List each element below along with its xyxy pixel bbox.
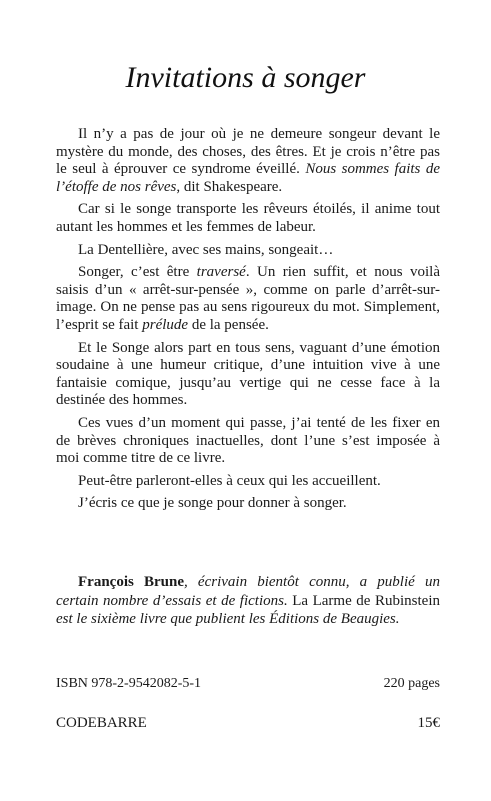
summary-paragraph — [56, 473, 440, 491]
price-row — [56, 715, 440, 732]
paragraph-text: J’écris ce que je songe pour donner à songer. — [78, 495, 347, 512]
isbn: ISBN 978-2-9542082-5-1 — [56, 676, 202, 691]
page-count: 220 pages — [383, 676, 440, 691]
author-bio-text-1: , écrivain bientôt connu, a publié un certain nombre d’essais et de fictions. — [56, 574, 440, 609]
summary-paragraph — [56, 264, 440, 334]
isbn-row — [56, 676, 440, 692]
page-title: Invitations à songer — [125, 61, 366, 94]
paragraph-text: Songer, c’est être — [78, 264, 197, 281]
summary-text — [56, 126, 440, 513]
italic-text: traversé — [196, 264, 246, 281]
author-bio — [56, 573, 440, 629]
book-title: La Larme de Rubinstein — [287, 592, 440, 609]
italic-text: prélude — [142, 316, 189, 333]
author-bio-text-2: est le sixième livre que publient les Éditions de Beaugies. — [56, 611, 400, 628]
summary-paragraph — [56, 242, 440, 260]
paragraph-text: Ces vues d’un moment qui passe, j’ai tenté de les fixer en de brèves chroniques inactuelles, dont l’une s’est imposée à moi comme titre de ce livre. — [56, 414, 440, 467]
summary-paragraph — [56, 201, 440, 236]
paragraph-text: Et le Songe alors part en tous sens, vaguant d’une émotion soudaine à une humeur critique, d’une intuition vive à une fantaisie comique, jusqu’au vertige qui ne cesse face à la destinée des hommes. — [56, 339, 440, 409]
paragraph-text: , dit Shakespeare. — [176, 178, 283, 195]
price: 15€ — [417, 715, 440, 731]
barcode-placeholder: CODEBARRE — [56, 715, 147, 731]
italic-text: Nous sommes faits de l’étoffe de nos rêves — [56, 161, 440, 195]
paragraph-text: Peut-être parleront-elles à ceux qui les accueillent. — [78, 472, 381, 489]
summary-paragraph — [56, 415, 440, 468]
summary-paragraph — [56, 495, 440, 513]
author-name: François Brune — [78, 574, 184, 590]
paragraph-text: Il n’y a pas de jour où je ne demeure songeur devant le mystère du monde, des choses, des êtres. Et je crois n’être pas le seul à éprouver ce syndrome éveillé. — [56, 126, 440, 178]
summary-paragraph — [56, 126, 440, 196]
paragraph-text: La Dentellière, avec ses mains, songeait… — [78, 241, 334, 258]
summary-paragraph — [56, 340, 440, 410]
paragraph-text: de la pensée. — [188, 316, 269, 333]
paragraph-text: Car si le songe transporte les rêveurs étoilés, il anime tout autant les hommes et les femmes de labeur. — [56, 201, 440, 235]
paragraph-text: . Un rien suffit, et nous voilà saisis d’un « arrêt-sur-pensée », comme on parle d’arrêt-sur-image. On ne pense pas au sens rigoureux du mot. Simplement, l’esprit se fait — [56, 264, 440, 333]
